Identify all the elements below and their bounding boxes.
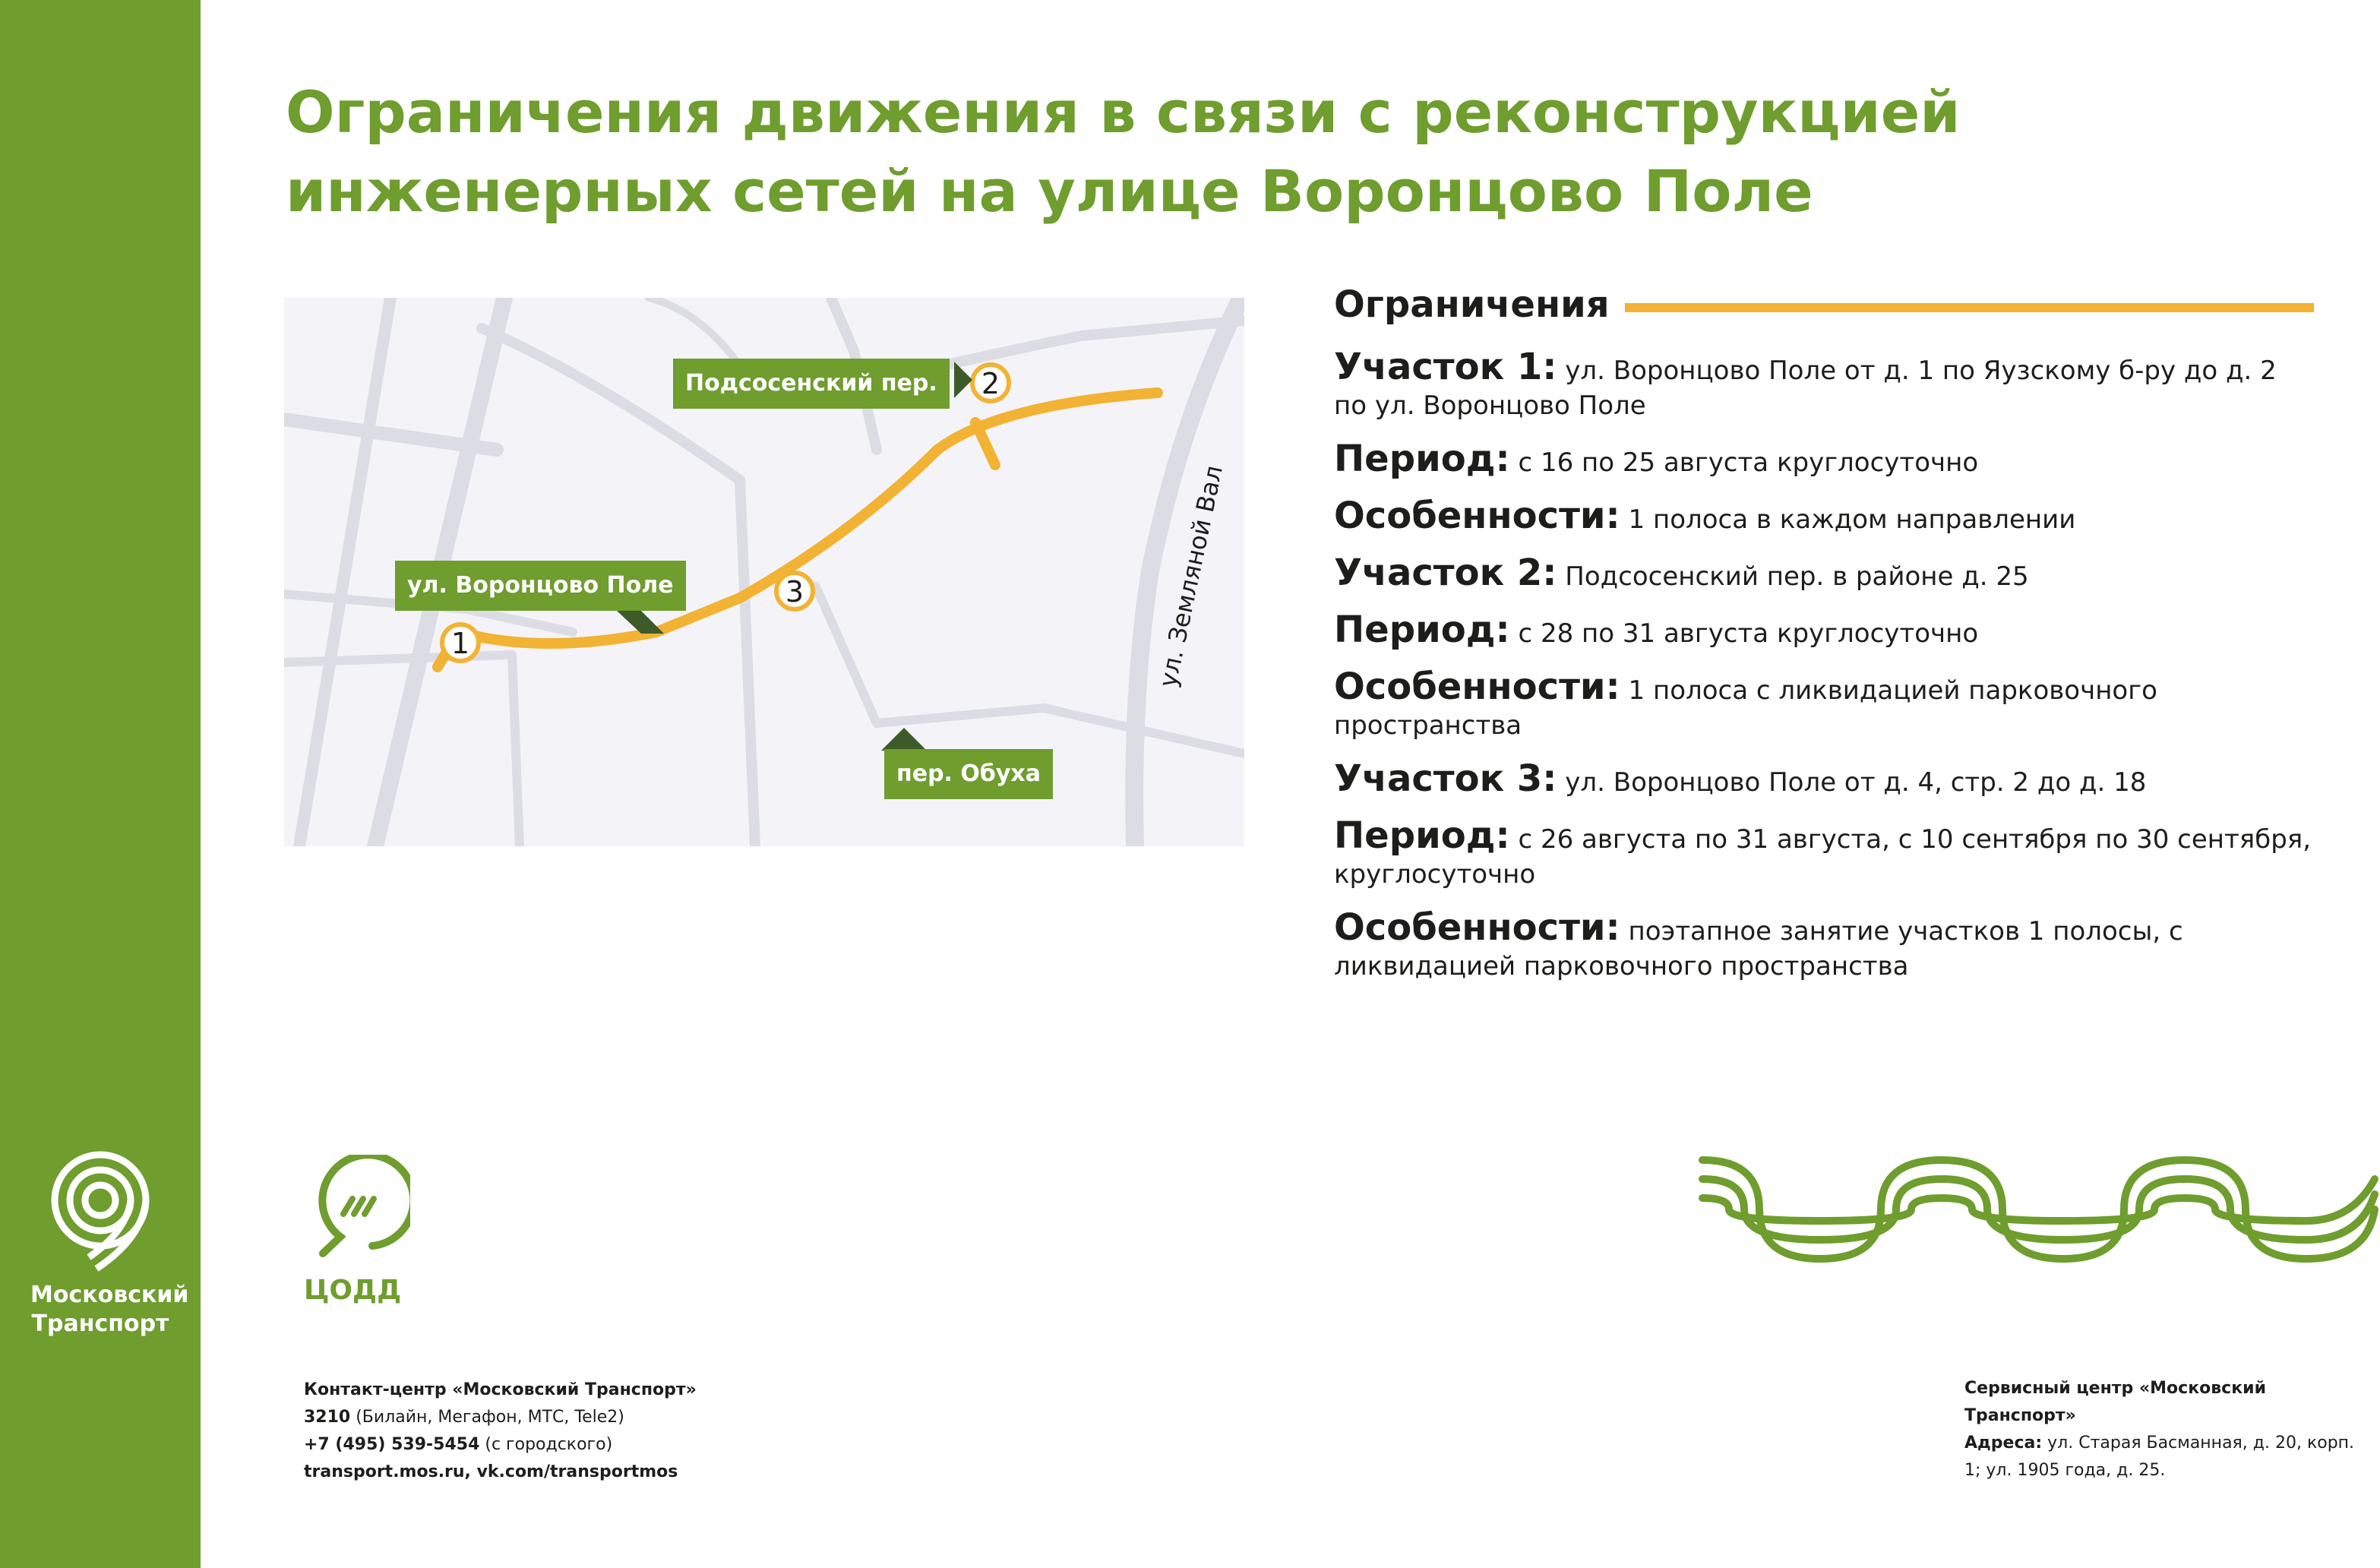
- sidebar: [0, 0, 201, 1568]
- restriction-item: Участок 2: Подсосенский пер. в районе д. 25: [1334, 552, 2029, 594]
- map-label-vorontsovo: ул. Воронцово Поле: [395, 561, 686, 611]
- restrictions-header: [1334, 278, 2314, 331]
- contact-phone-city-note: (с городского): [479, 1435, 613, 1454]
- codd-logo-icon: [304, 1155, 410, 1269]
- heading-underline: [1625, 303, 2314, 312]
- moscow-transport-logo: [30, 1147, 189, 1339]
- restriction-item: Особенности: 1 полоса с ликвидацией парковочного пространства: [1334, 665, 2157, 741]
- contact-phone-short-note: (Билайн, Мегафон, МТС, Tele2): [350, 1408, 624, 1427]
- map-label-zemlyanoy: ул. Земляной Вал: [1153, 463, 1228, 690]
- contact-title: Контакт-центр «Московский Транспорт»: [304, 1380, 697, 1399]
- restriction-item: Особенности: поэтапное занятие участков 1 полосы, с ликвидацией парковочного пространства: [1334, 906, 2183, 982]
- contact-phone-short: 3210: [304, 1408, 351, 1427]
- service-address-label: Адреса:: [1964, 1434, 2043, 1453]
- map-label-podsosensky: Подсосенский пер.: [673, 359, 950, 409]
- moscow-transport-logo-icon: [43, 1147, 157, 1276]
- title-line-1: Ограничения движения в связи с реконструкцией: [286, 78, 1961, 146]
- restriction-item: Период: с 28 по 31 августа круглосуточно: [1334, 609, 1979, 651]
- decorative-wave-pattern: [1699, 1149, 2380, 1270]
- page-title: [286, 73, 2109, 231]
- svg-text:2: 2: [981, 367, 1000, 400]
- codd-logo: [304, 1155, 418, 1306]
- title-line-2: инженерных сетей на улице Воронцово Поле: [286, 157, 1813, 225]
- contact-links[interactable]: transport.mos.ru, vk.com/transportmos: [304, 1462, 678, 1481]
- label-pointer-obukha: [881, 728, 927, 751]
- contact-center: [304, 1377, 697, 1486]
- logo-line-2: Транспорт: [31, 1310, 169, 1337]
- map-marker-1: [442, 624, 479, 661]
- svg-text:3: 3: [785, 575, 804, 609]
- label-pointer-podsosensky: [954, 362, 972, 398]
- restriction-item: Период: с 16 по 25 августа круглосуточно: [1334, 438, 1979, 480]
- svg-text:1: 1: [450, 627, 470, 660]
- restriction-item: Участок 3: ул. Воронцово Поле от д. 4, стр. 2 до д. 18: [1334, 757, 2147, 800]
- codd-label: ЦОДД: [304, 1275, 402, 1306]
- map-marker-3: [776, 573, 813, 609]
- map-marker-2: [972, 365, 1009, 401]
- service-title: Сервисный центр «Московский Транспорт»: [1964, 1379, 2266, 1425]
- logo-line-1: Московский: [30, 1282, 189, 1308]
- restrictions-heading: Ограничения: [1334, 283, 1610, 326]
- restriction-item: Период: с 26 августа по 31 августа, с 10 сентября по 30 сентября, круглосуточно: [1334, 814, 2312, 890]
- map: [284, 298, 1244, 846]
- restriction-item: Участок 1: ул. Воронцово Поле от д. 1 по Яузскому б-ру до д. 2 по ул. Воронцово Поле: [1334, 346, 2277, 421]
- map-label-obukha: пер. Обуха: [884, 749, 1053, 799]
- restriction-item: Особенности: 1 полоса в каждом направлении: [1334, 495, 2076, 537]
- label-pointer-vorontsovo: [617, 611, 664, 634]
- service-center: [1964, 1375, 2359, 1484]
- restrictions-panel: [1334, 278, 2314, 984]
- service-address: ул. Старая Басманная, д. 20, корп. 1; ул. 1905 года, д. 25.: [1964, 1434, 2355, 1480]
- contact-phone-city: +7 (495) 539-5454: [304, 1435, 480, 1454]
